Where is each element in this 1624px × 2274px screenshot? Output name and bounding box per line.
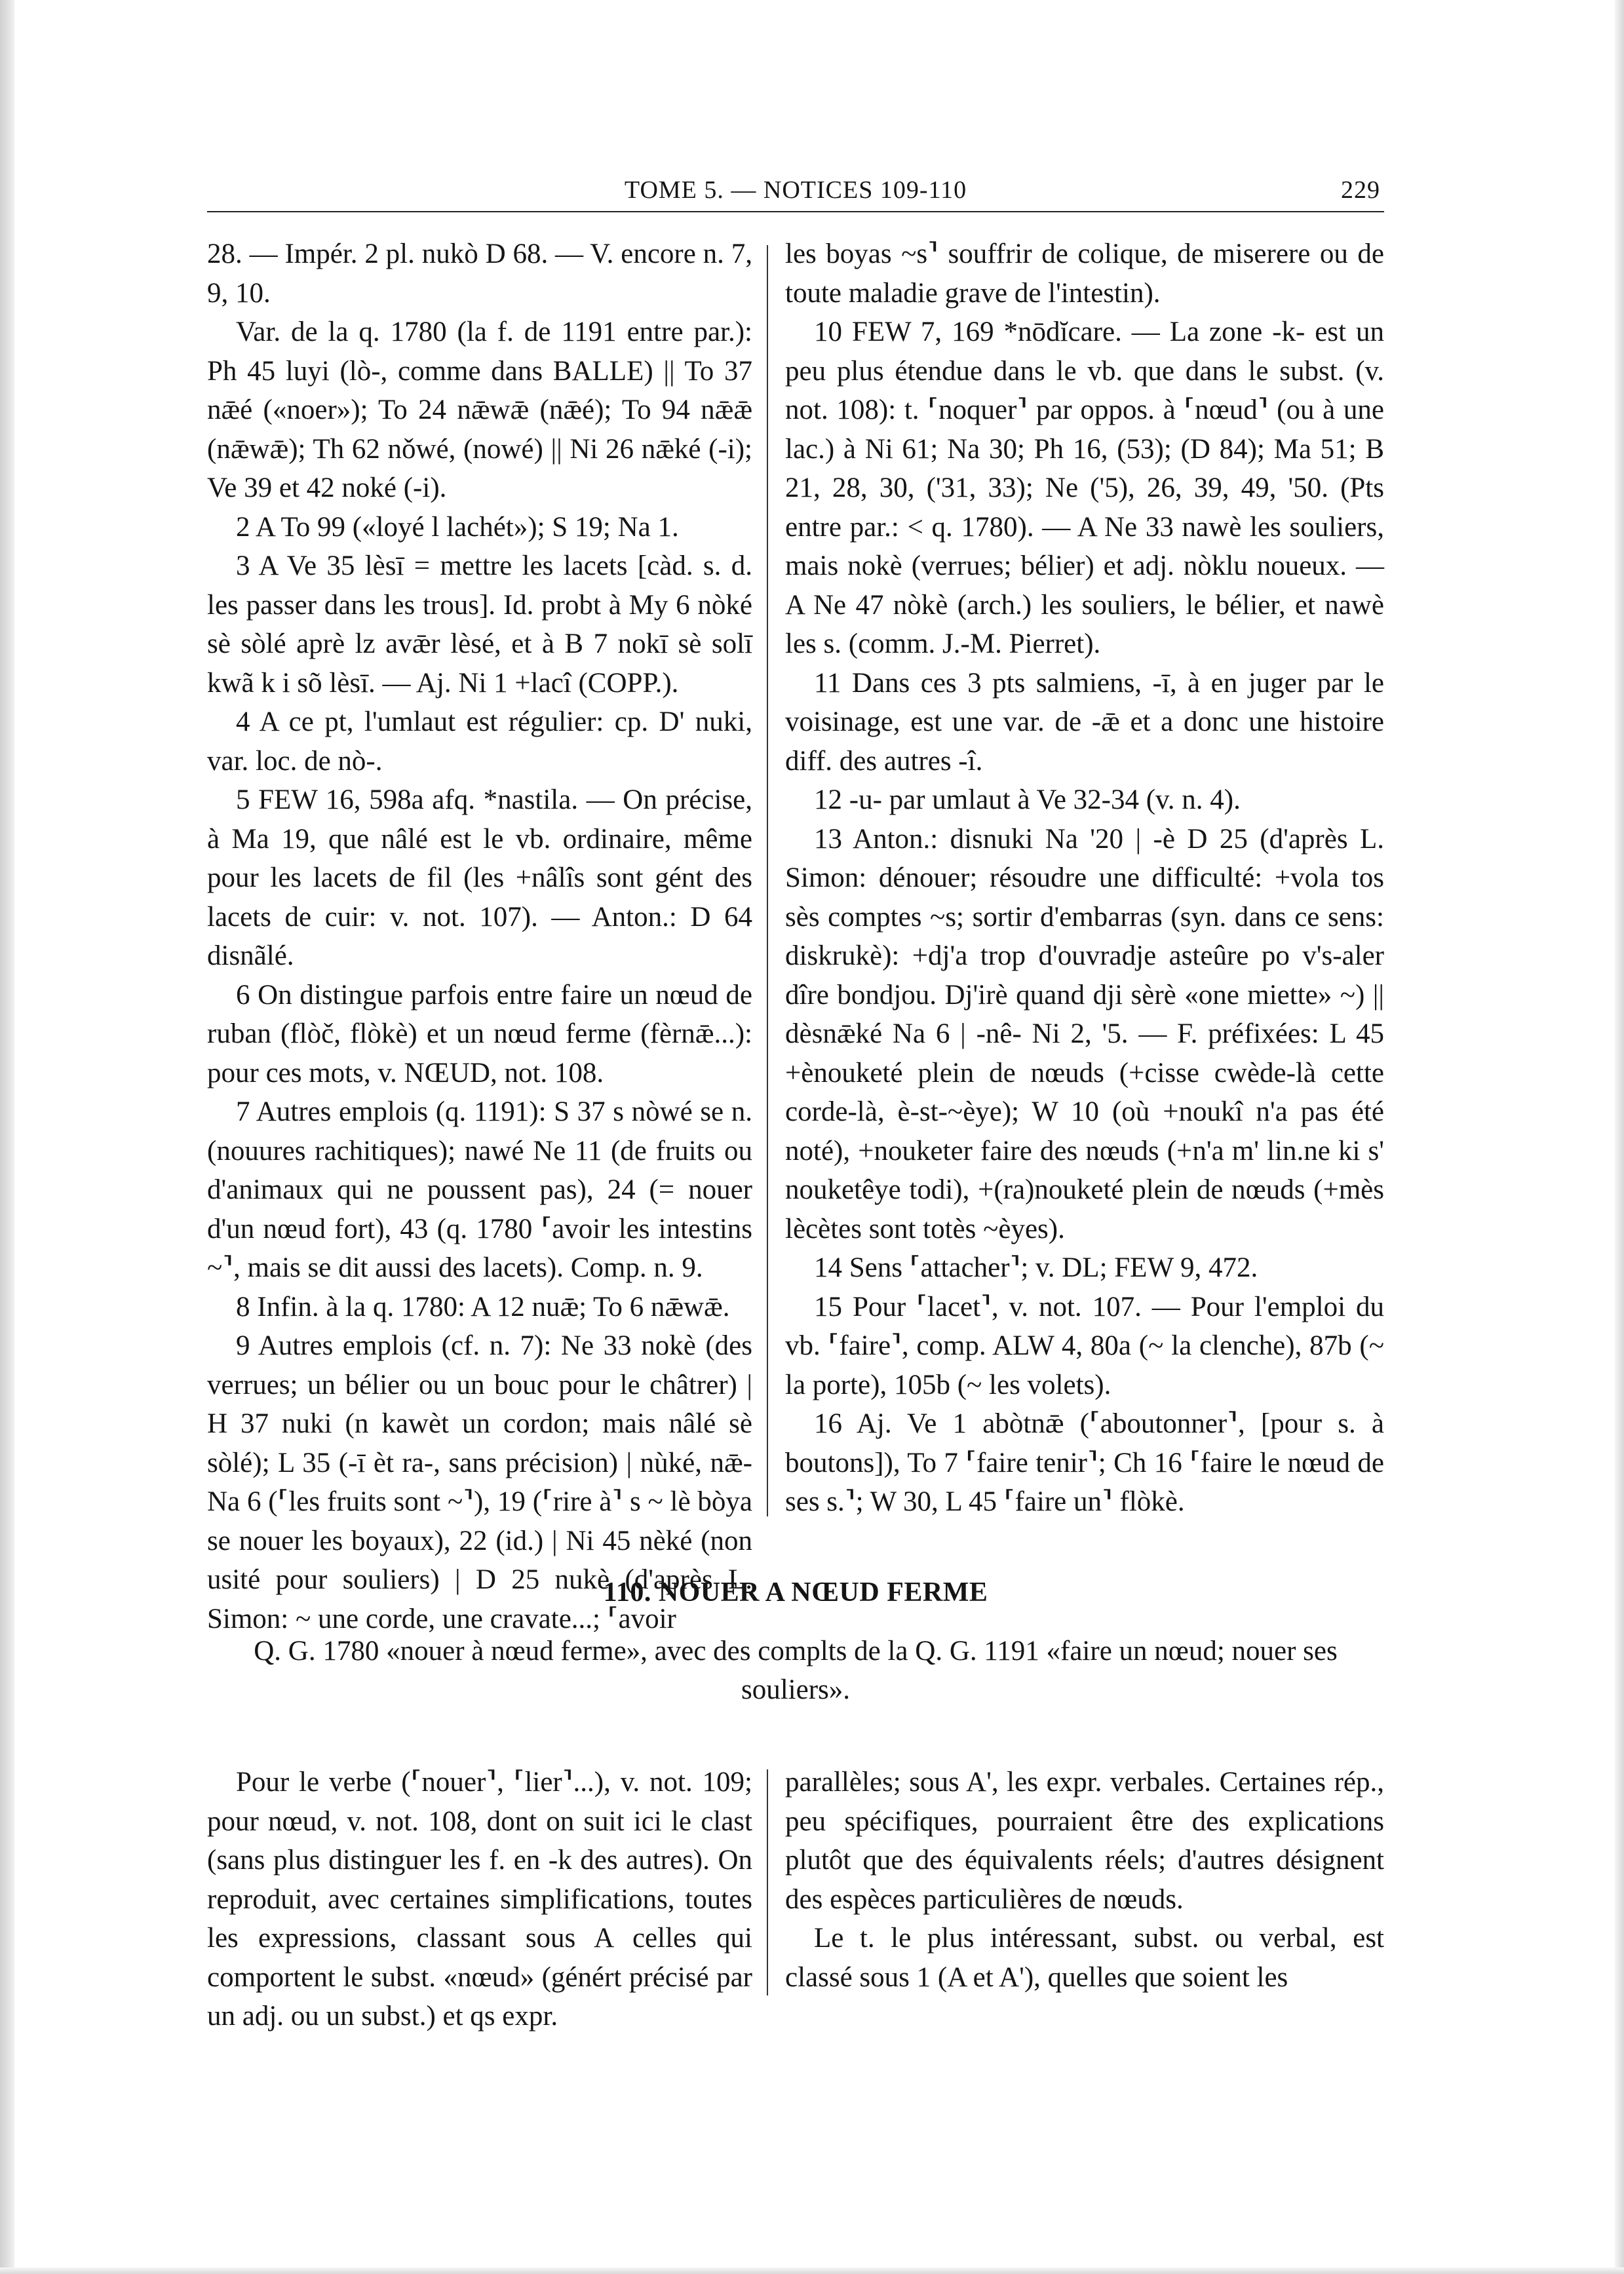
scan-edge-right	[1615, 0, 1624, 2274]
section-left-column	[207, 1763, 752, 2036]
note-paragraph: 8 Infin. à la q. 1780: A 12 nuǣ; To 6 nǣwǣ.	[236, 1291, 730, 1322]
body-paragraph: Pour le verbe (⸢nouer⸣, ⸢lier⸣...), v. not. 109; pour nœud, v. not. 108, dont on suit ici le clast (sans plus distinguer les f. en -k des autres). On reproduit, avec certaines simplifications, toutes les expressions, classant sous A celles qui comportent le subst. «nœud» (génért précisé par un adj. ou un subst.) et qs expr.	[207, 1767, 752, 2032]
note-paragraph: les boyas ~s⸣ souffrir de colique, de miserere ou de toute maladie grave de l'intestin).	[785, 239, 1384, 309]
note-paragraph: 15 Pour ⸢lacet⸣, v. not. 107. — Pour l'emploi du vb. ⸢faire⸣, comp. ALW 4, 80a (~ la clenche), 87b (~ la porte), 105b (~ les volets).	[785, 1291, 1384, 1400]
body-paragraph: parallèles; sous A', les expr. verbales. Certaines rép., peu spécifiques, pourraient être des explications plutôt que des équivalents réels; d'autres désignent des espèces particulières de nœuds.	[785, 1767, 1384, 1915]
note-paragraph: 7 Autres emplois (q. 1191): S 37 s nòwé se n. (nouures rachitiques); nawé Ne 11 (de fruits ou d'animaux qui ne poussent pas), 24 (= nouer d'un nœud fort), 43 (q. 1780 ⸢avoir les intestins ~⸣, mais se dit aussi des lacets). Comp. n. 9.	[207, 1096, 752, 1283]
section-lead: Q. G. 1780 «nouer à nœud ferme», avec des complts de la Q. G. 1191 «faire un nœud; nouer ses souliers».	[254, 1636, 1338, 1705]
scan-edge-left	[0, 0, 14, 2274]
section-right-column	[785, 1763, 1384, 1997]
section-title: 110. NOUER A NŒUD FERME	[603, 1577, 988, 1608]
note-paragraph: 4 A ce pt, l'umlaut est régulier: cp. D' nuki, var. loc. de nò-.	[207, 706, 752, 777]
note-paragraph: 28. — Impér. 2 pl. nukò D 68. — V. encore n. 7, 9, 10.	[207, 239, 752, 309]
scan-edge-bottom	[0, 2267, 1624, 2274]
note-paragraph: Var. de la q. 1780 (la f. de 1191 entre par.): Ph 45 luyi (lò-, comme dans BALLE) || To 37 nǣé («noer»); To 24 nǣwǣ (nǣé); To 94 nǣǣ (nǣwǣ); Th 62 nǒwé, (nowé) || Ni 26 nǣké (-i); Ve 39 et 42 noké (-i).	[207, 317, 752, 503]
note-paragraph: 11 Dans ces 3 pts salmiens, -ī, à en juger par le voisinage, est une var. de -ǣ et a donc une histoire diff. des autres -î.	[785, 667, 1384, 777]
notes-right-column	[785, 235, 1384, 1522]
note-paragraph: 6 On distingue parfois entre faire un nœud de ruban (flòč, flòkè) et un nœud ferme (fèrnǣ...): pour ces mots, v. NŒUD, not. 108.	[207, 979, 752, 1089]
note-paragraph: 3 A Ve 35 lèsī = mettre les lacets [càd. s. d. les passer dans les trous]. Id. probt à My 6 nòké sè sòlé aprè lz avǣr lèsé, et à B 7 nokī sè solī kwã k i sõ lèsī. — Aj. Ni 1 +lacî (COPP.).	[207, 550, 752, 699]
running-title: TOME 5. — NOTICES 109-110	[624, 176, 967, 204]
notes-left-column	[207, 235, 752, 1638]
note-paragraph: 10 FEW 7, 169 *nōdĭcare. — La zone -k- est un peu plus étendue dans le vb. que dans le subst. (v. not. 108): t. ⸢noquer⸣ par oppos. à ⸢nœud⸣ (ou à une lac.) à Ni 61; Na 30; Ph 16, (53); (D 84); Ma 51; B 21, 28, 30, ('31, 33); Ne ('5), 26, 39, 49, '50. (Pts entre par.: < q. 1780). — A Ne 33 nawè les souliers, mais nokè (verrues; bélier) et adj. nòklu noueux. — A Ne 47 nòkè (arch.) les souliers, le bélier, et nawè les s. (comm. J.-M. Pierret).	[785, 317, 1384, 659]
note-paragraph: 12 -u- par umlaut à Ve 32-34 (v. n. 4).	[814, 784, 1241, 815]
body-paragraph: Le t. le plus intéressant, subst. ou verbal, est classé sous 1 (A et A'), quelles que soient les	[785, 1923, 1384, 1993]
page-number: 229	[1341, 176, 1380, 204]
note-paragraph: 9 Autres emplois (cf. n. 7): Ne 33 nokè (des verrues; un bélier ou un bouc pour le châtrer) | H 37 nuki (n kawèt un cordon; mais nâlé sè sòlé); L 35 (-ī èt ra-, sans précision) | nùké, nǣ- Na 6 (⸢les fruits sont ~⸣), 19 (⸢rire à⸣ s ~ lè bòya se nouer les boyaux), 22 (id.) | Ni 45 nèké (non usité pour souliers) | D 25 nukè (d'après L. Simon: ~ une corde, une cravate...; ⸢avoir	[207, 1330, 752, 1634]
note-paragraph: 16 Aj. Ve 1 abòtnǣ (⸢aboutonner⸣, [pour s. à boutons]), To 7 ⸢faire tenir⸣; Ch 16 ⸢faire le nœud de ses s.⸣; W 30, L 45 ⸢faire un⸣ flòkè.	[785, 1408, 1384, 1517]
note-paragraph: 13 Anton.: disnuki Na '20 | -è D 25 (d'après L. Simon: dénouer; résoudre une difficulté: +vola tos sès comptes ~s; sortir d'embarras (syn. dans ce sens: diskrukè): +dj'a trop d'ouvradje asteûre po v's-aler dîre bondjou. Dj'irè quand dji sèrè «one miette» ~) || dèsnǣké Na 6 | -nê- Ni 2, '5. — F. préfixées: L 45 +ènouketé plein de nœuds (+cisse cwède-là cette corde-là, è-st-~èye); W 10 (où +noukî n'a pas été noté), +nouketer faire des nœuds (+n'a m' lin.ne ki s' nouketêye todi), +(ra)nouketé plein de nœuds (+mès lècètes sont totès ~èyes).	[785, 823, 1384, 1244]
note-paragraph: 14 Sens ⸢attacher⸣; v. DL; FEW 9, 472.	[814, 1252, 1258, 1283]
column-divider	[767, 245, 768, 1516]
column-divider	[767, 1769, 768, 1995]
note-paragraph: 5 FEW 16, 598a afq. *nastila. — On précise, à Ma 19, que nâlé est le vb. ordinaire, même pour les lacets de fil (les +nâlîs sont gént des lacets de cuir: v. not. 107). — Anton.: D 64 disnãlé.	[207, 784, 752, 971]
note-paragraph: 2 A To 99 («loyé l lachét»); S 19; Na 1.	[236, 511, 679, 543]
page-header	[207, 172, 1384, 212]
